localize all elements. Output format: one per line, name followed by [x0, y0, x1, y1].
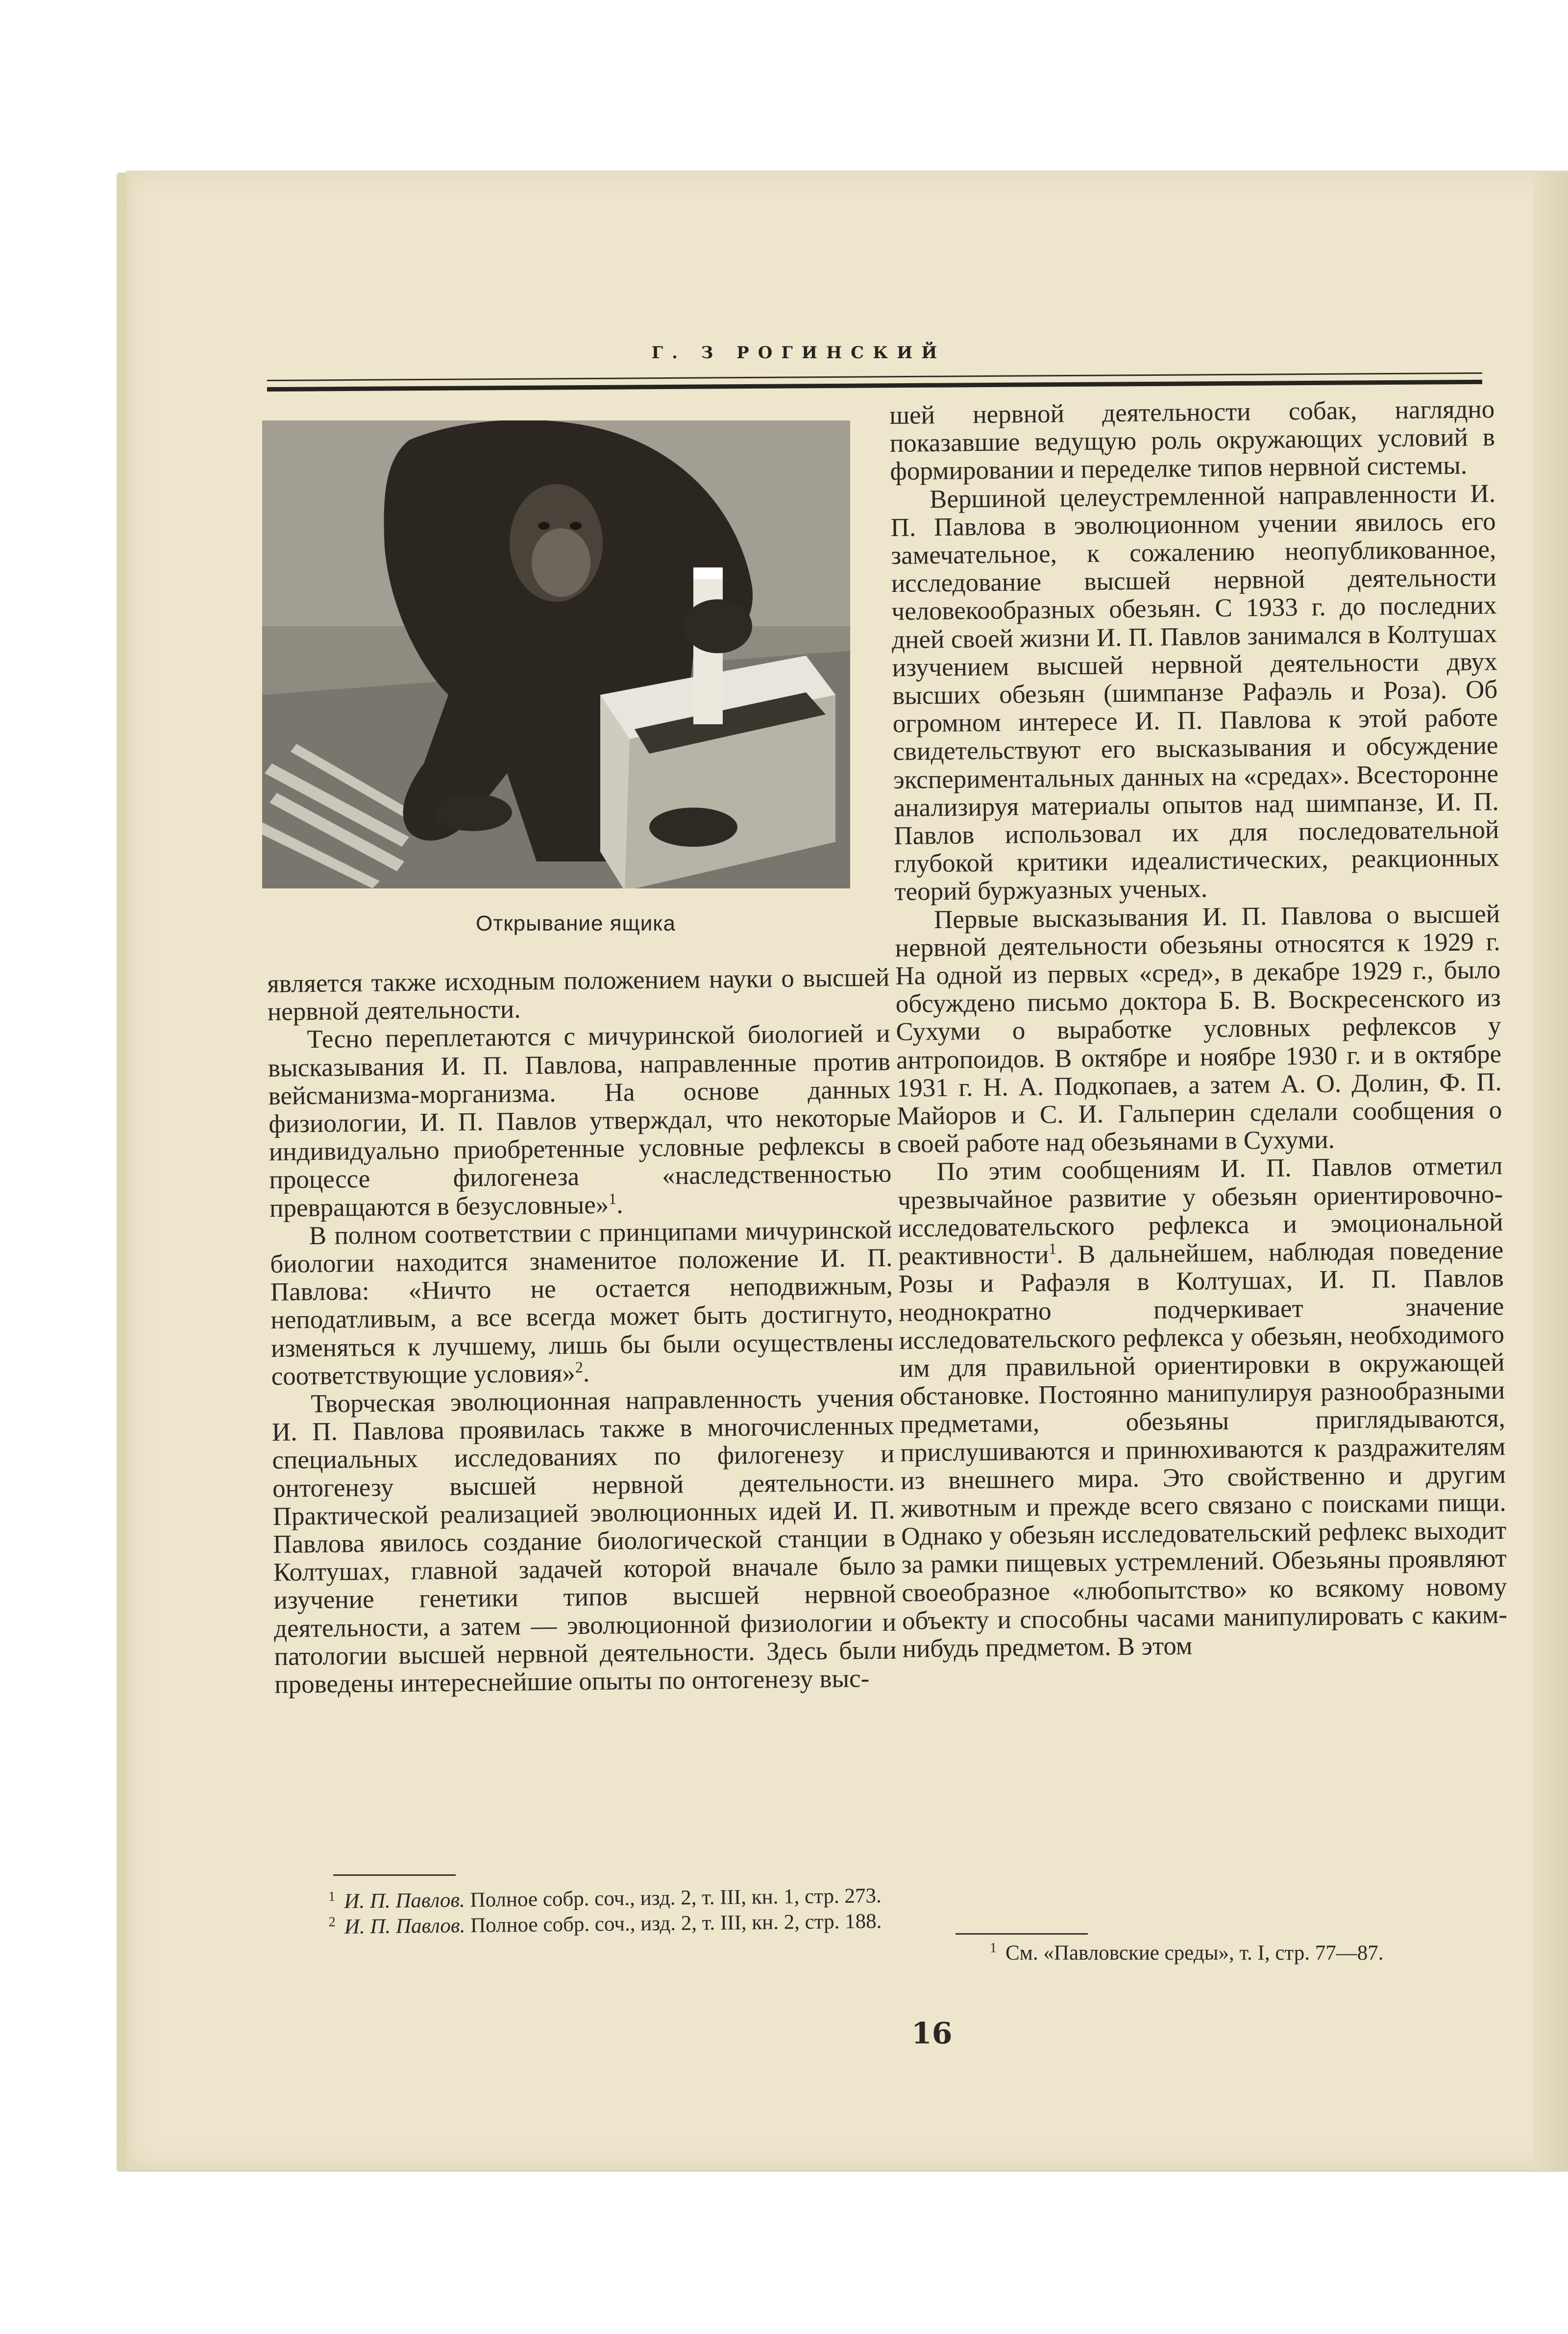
footnotes-right [990, 1941, 1529, 1966]
figure-caption: Открывание ящика [476, 911, 676, 935]
page-number: 16 [911, 2016, 953, 2051]
left-column [267, 964, 897, 1699]
footnote-marker: 2 [575, 1358, 583, 1376]
right-paragraph: Первые высказывания И. П. Павлова о высшей нервной деятельности обезьяны относятся к 1929 г. На одной из первых «сред», в декабре 1929 г., было обсуждено письмо доктора Б. В. Воскресенского из Сухуми о выработке условных рефлексов у антропоидов. В октябре и ноябре 1930 г. и в октябре 1931 г. Н. А. Подкопаев, а затем А. О. Долин, Ф. П. Майоров и С. И. Гальперин сделали сообщения о своей работе над обезьянами в Сухуми. [895, 899, 1502, 1159]
footnote-marker: 1 [608, 1189, 617, 1207]
footnote-rule [333, 1874, 456, 1876]
left-paragraph: Тесно переплетаются с мичуринской биологией и высказывания И. П. Павлова, направленные против вейсманизма-морганизма. На основе данных физиологии, И. П. Павлов утверждал, что некоторые индивидуально приобретенные условные рефлексы в процессе филогенеза «наследственностью превращаются в безусловные»$^1$. [268, 1019, 892, 1223]
footnotes-left [328, 1883, 917, 1940]
footnote-rule [956, 1933, 1088, 1935]
right-column [889, 395, 1508, 1663]
right-paragraph: Вершиной целеустремленной направленности И. П. Павлова в эволюционном учении явилось его замечательное, к сожалению неопубликованное, исследование высшей нервной деятельности человекообразных обезьян. С 1933 г. до последних дней своей жизни И. П. Павлов занимался в Колтушах изучением высшей нервной деятельности двух высших обезьян (шимпанзе Рафаэль и Роза). Об огромном интересе И. П. Павлова к этой работе свидетельствуют его высказывания и обсуждение экспериментальных данных на «средах». Всесторонне анализируя материалы опытов над шимпанзе, И. П. Павлов использовал их для последовательной глубокой критики идеалистических, реакционных теорий буржуазных ученых. [890, 479, 1500, 907]
left-paragraph: В полном соответствии с принципами мичуринской биологии находится знаменитое положение И. П. Павлова: «Ничто не остается неподвижным, неподатливым, а все всегда может быть достигнуто, изменяться к лучшему, лишь бы были осуществлены соответствующие условия»$^2$. [270, 1215, 894, 1391]
right-paragraph: По этим сообщениям И. П. Павлов отметил чрезвычайное развитие у обезьян ориентировочно-исследовательского рефлекса и эмоциональной реактивности$^1$. В дальнейшем, наблюдая поведение Розы и Рафаэля в Колтушах, И. П. Павлов неоднократно подчеркивает значение исследовательского рефлекса у обезьян, необходимого им для правильной ориентировки в окружающей обстановке. Постоянно манипулируя разнообразными предметами, обезьяны приглядываются, прислушиваются и принюхиваются к раздражителям из внешнего мира. Это свойственно и другим животным и прежде всего связано с поисками пищи. Однако у обезьян исследовательский рефлекс выходит за рамки пищевых устремлений. Обезьяны проявляют своеобразное «любопытство» ко всякому новому объекту и способны часами манипулировать с каким-нибудь предметом. В этом [897, 1152, 1508, 1663]
running-head: Г. З РОГИНСКИЙ [651, 343, 946, 363]
chimpanzee-photo [262, 420, 850, 888]
footnote: $^1$ И. П. Павлов. Полное собр. соч., изд. 2, т. III, кн. 1, стр. 273. [328, 1884, 882, 1913]
left-paragraph: Творческая эволюционная направленность учения И. П. Павлова проявилась также в многочисленных специальных исследованиях по филогенезу и онтогенезу высшей нервной деятельности. Практической реализацией эволюционных идей И. П. Павлова явилось создание биологической станции в Колтушах, главной задачей которой вначале было изучение генетики типов высшей нервной деятельности, а затем — эволюционной физиологии и патологии высшей нервной деятельности. Здесь были проведены интереснейшие опыты по онтогенезу выс- [271, 1383, 897, 1699]
left-paragraph: является также исходным положением науки о высшей нервной деятельности. [267, 963, 890, 1027]
footnote: $^2$ И. П. Павлов. Полное собр. соч., изд. 2, т. III, кн. 2, стр. 188. [328, 1910, 882, 1939]
right-paragraph: шей нервной деятельности собак, наглядно показавшие ведущую роль окружающих условий в формировании и переделке типов нервной системы. [889, 395, 1495, 486]
page-edge [1534, 172, 1568, 2171]
footnote-marker: 1 [1048, 1239, 1057, 1258]
footnote: $^1$ См. «Павловские среды», т. I, стр. 77—87. [990, 1940, 1384, 1965]
